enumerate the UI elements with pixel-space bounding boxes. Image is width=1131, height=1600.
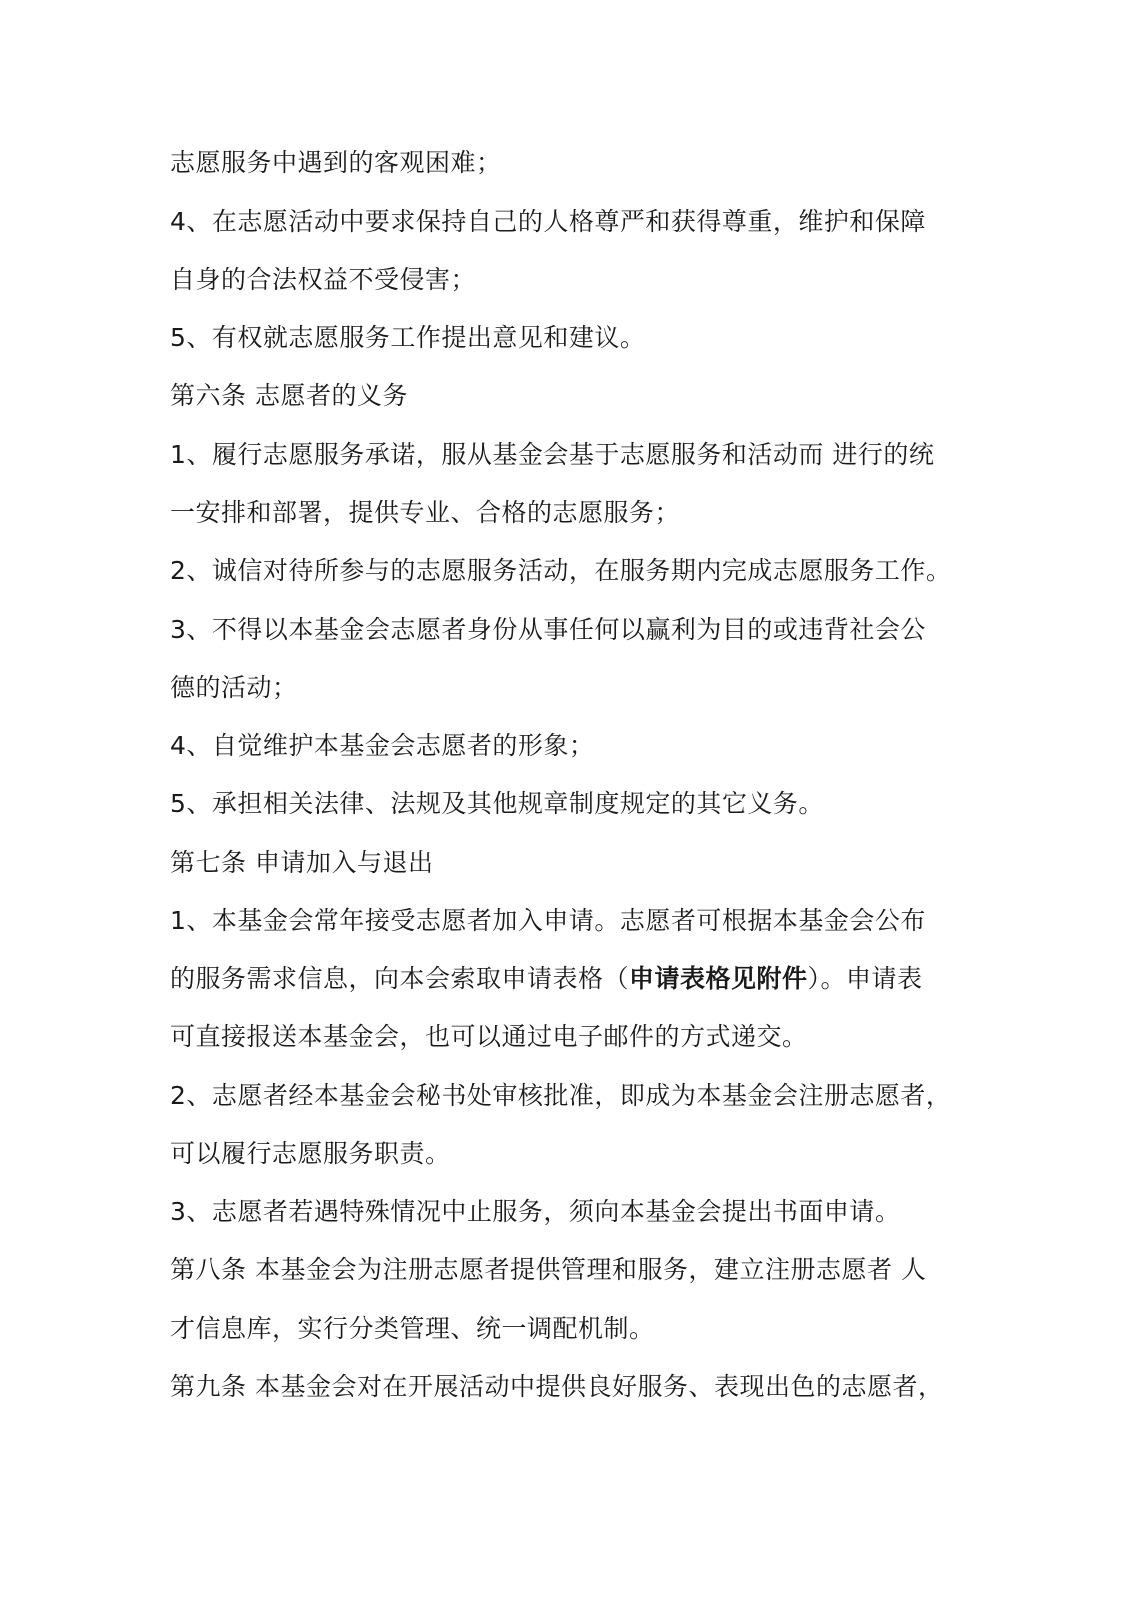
text-line: 可直接报送本基金会，也可以通过电子邮件的方式递交。 — [170, 1022, 808, 1051]
section-heading: 第七条 申请加入与退出 — [170, 848, 434, 877]
text-line: 可以履行志愿服务职责。 — [170, 1139, 451, 1168]
text-line: 4、在志愿活动中要求保持自己的人格尊严和获得尊重，维护和保障 — [170, 207, 926, 236]
text-segment: 的服务需求信息，向本会索取申请表格（ — [170, 964, 630, 993]
text-segment: ）。申请表 — [807, 964, 923, 993]
text-line: 4、自觉维护本基金会志愿者的形象； — [170, 731, 595, 760]
text-line: 2、诚信对待所参与的志愿服务活动，在服务期内完成志愿服务工作。 — [170, 556, 952, 585]
text-line: 2、志愿者经本基金会秘书处审核批准，即成为本基金会注册志愿者， — [170, 1081, 952, 1110]
text-line: 5、有权就志愿服务工作提出意见和建议。 — [170, 323, 646, 352]
text-line: 才信息库，实行分类管理、统一调配机制。 — [170, 1314, 655, 1343]
bold-text-segment: 申请表格见附件 — [629, 964, 808, 993]
section-heading: 第六条 志愿者的义务 — [170, 381, 408, 410]
text-line-mixed — [170, 961, 970, 997]
section-heading: 第八条 本基金会为注册志愿者提供管理和服务，建立注册志愿者 人 — [170, 1255, 927, 1284]
text-line: 1、本基金会常年接受志愿者加入申请。志愿者可根据本基金会公布 — [170, 906, 926, 935]
text-line: 一安排和部署，提供专业、合格的志愿服务； — [170, 498, 681, 527]
text-line: 5、承担相关法律、法规及其他规章制度规定的其它义务。 — [170, 789, 824, 818]
text-line: 1、履行志愿服务承诺，服从基金会基于志愿服务和活动而 进行的统 — [170, 440, 935, 469]
text-line: 志愿服务中遇到的客观困难； — [170, 148, 502, 177]
text-line: 自身的合法权益不受侵害； — [170, 265, 477, 294]
text-line: 3、志愿者若遇特殊情况中止服务，须向本基金会提出书面申请。 — [170, 1197, 901, 1226]
section-heading: 第九条 本基金会对在开展活动中提供良好服务、表现出色的志愿者， — [170, 1372, 944, 1401]
text-line: 德的活动； — [170, 673, 298, 702]
text-line: 3、不得以本基金会志愿者身份从事任何以赢利为目的或违背社会公 — [170, 615, 926, 644]
